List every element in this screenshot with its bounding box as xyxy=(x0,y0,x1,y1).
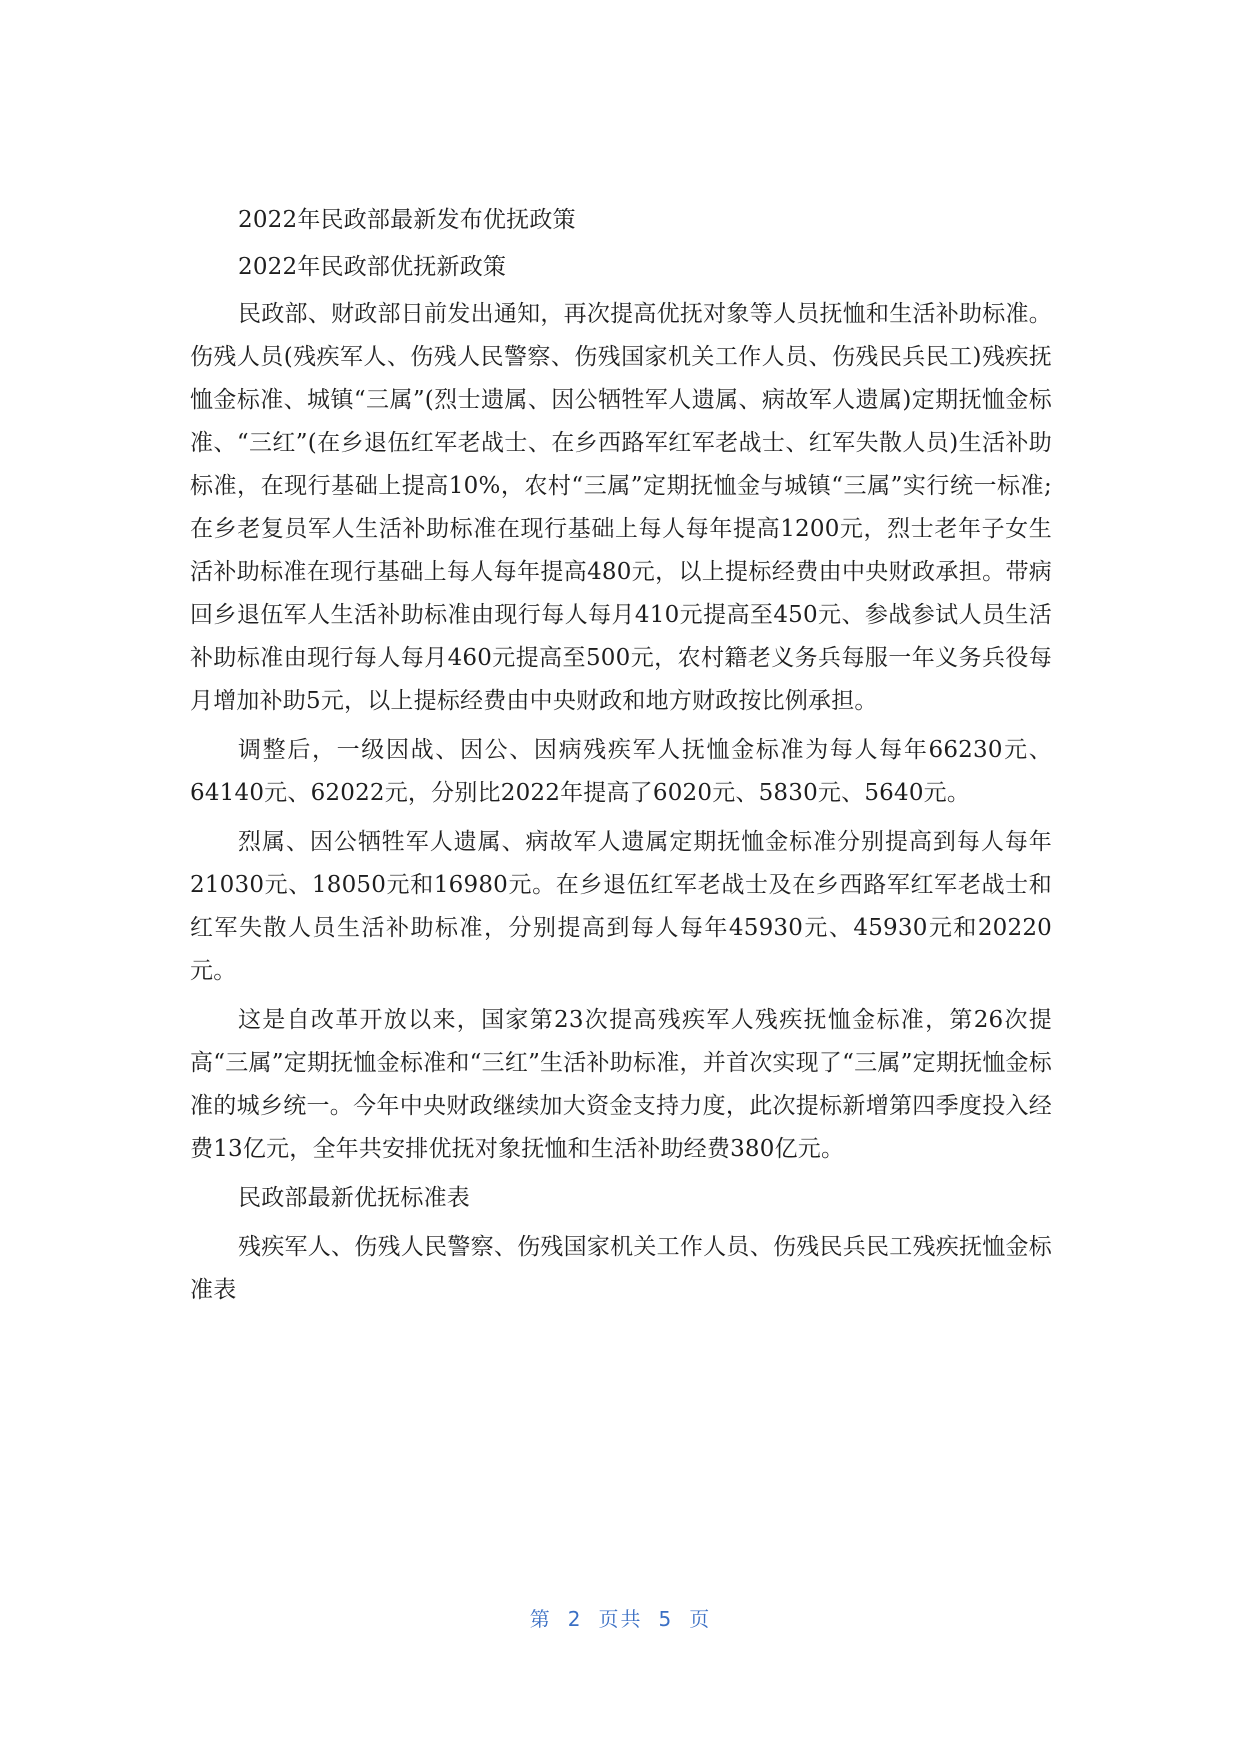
paragraph-survivors: 烈属、因公牺牲军人遗属、病故军人遗属定期抚恤金标准分别提高到每人每年21030元、18050元和16980元。在乡退伍红军老战士及在乡西路军红军老战士和红军失散人员生活补助标准，分别提高到每人每年45930元、45930元和20220元。 xyxy=(190,829,1052,984)
footer-page-middle: 页共 xyxy=(598,1607,643,1631)
paragraph-adjustment: 调整后，一级因战、因公、因病残疾军人抚恤金标准为每人每年66230元、64140元、62022元，分别比2022年提高了6020元、5830元、5640元。 xyxy=(190,737,1052,806)
section-heading: 民政部最新优抚标准表 xyxy=(238,1185,470,1211)
document-body xyxy=(190,199,1052,1318)
paragraph-notice: 民政部、财政部日前发出通知，再次提高优抚对象等人员抚恤和生活补助标准。伤残人员(残疾军人、伤残人民警察、伤残国家机关工作人员、伤残民兵民工)残疾抚恤金标准、城镇“三属”(烈士遗属、因公牺牲军人遗属、病故军人遗属)定期抚恤金标准、“三红”(在乡退伍红军老战士、在乡西路军红军老战士、红军失散人员)生活补助标准，在现行基础上提高10%，农村“三属”定期抚恤金与城镇“三属”实行统一标准;在乡老复员军人生活补助标准在现行基础上每人每年提高1200元，烈士老年子女生活补助标准在现行基础上每人每年提高480元，以上提标经费由中央财政承担。带病回乡退伍军人生活补助标准由现行每人每月410元提高至450元、参战参试人员生活补助标准由现行每人每月460元提高至500元，农村籍老义务兵每服一年义务兵役每月增加补助5元，以上提标经费由中央财政和地方财政按比例承担。 xyxy=(190,301,1052,714)
footer-page-total: 5 xyxy=(658,1607,674,1631)
table-caption: 残疾军人、伤残人民警察、伤残国家机关工作人员、伤残民兵民工残疾抚恤金标准表 xyxy=(190,1234,1052,1303)
footer-page-prefix: 第 xyxy=(529,1607,552,1631)
document-title: 2022年民政部最新发布优抚政策 xyxy=(238,207,576,233)
footer-page-number: 2 xyxy=(567,1607,583,1631)
paragraph-history: 这是自改革开放以来，国家第23次提高残疾军人残疾抚恤金标准，第26次提高“三属”定期抚恤金标准和“三红”生活补助标准，并首次实现了“三属”定期抚恤金标准的城乡统一。今年中央财政继续加大资金支持力度，此次提标新增第四季度投入经费13亿元，全年共安排优抚对象抚恤和生活补助经费380亿元。 xyxy=(190,1007,1052,1162)
document-subtitle: 2022年民政部优抚新政策 xyxy=(238,254,507,280)
page-footer xyxy=(0,1603,1241,1632)
footer-page-suffix: 页 xyxy=(689,1607,712,1631)
